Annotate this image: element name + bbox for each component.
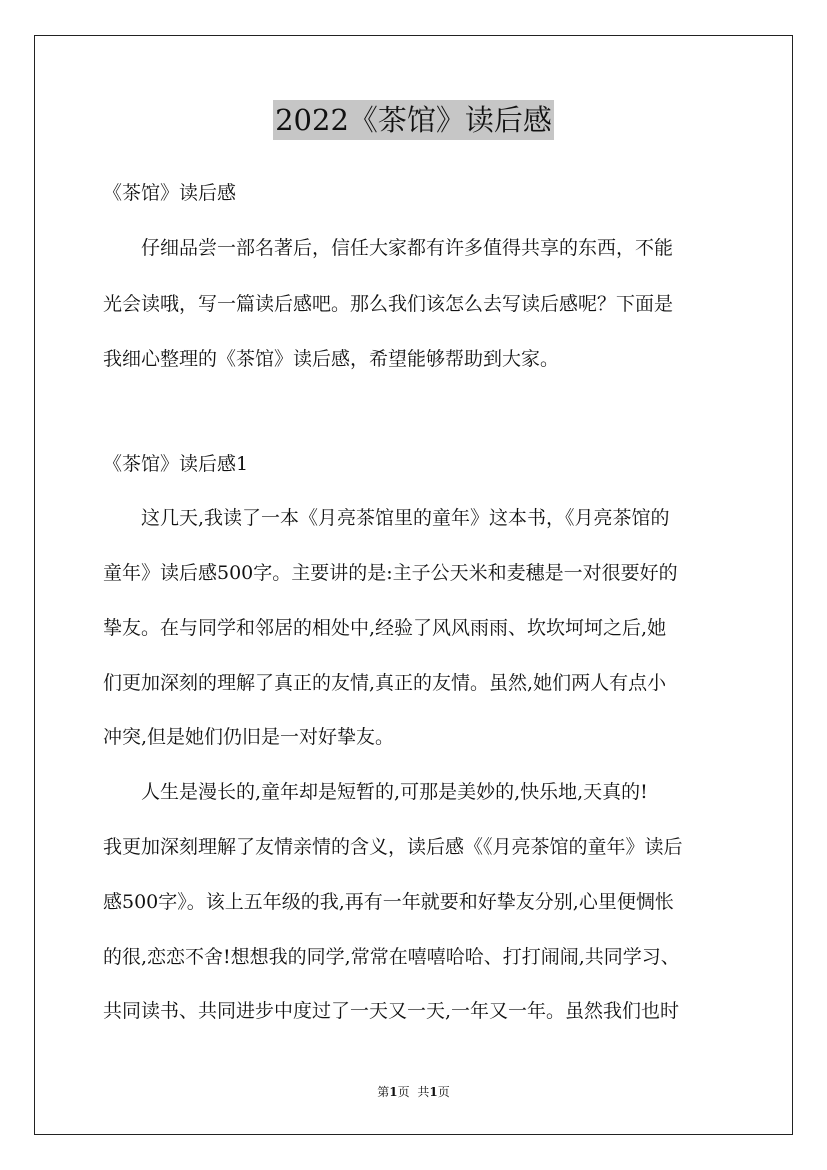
paragraph-line: 光会读哦，写一篇读后感吧。那么我们该怎么去写读后感呢？下面是 <box>103 293 674 315</box>
paragraph-line: 们更加深刻的理解了真正的友情,真正的友情。虽然,她们两人有点小 <box>103 672 667 694</box>
page-number: 1 <box>389 1085 398 1099</box>
paragraph-line: 我细心整理的《茶馆》读后感，希望能够帮助到大家。 <box>103 348 560 370</box>
page-label-prefix: 第 <box>377 1085 390 1099</box>
paragraph-line: 我更加深刻理解了友情亲情的含义，读后感《《月亮茶馆的童年》读后 <box>103 836 683 858</box>
paragraph-line: 感500字》。该上五年级的我,再有一年就要和好挚友分别,心里便惆怅 <box>103 891 674 913</box>
page-footer <box>0 1083 827 1101</box>
total-label-prefix: 共 <box>417 1085 430 1099</box>
total-pages: 1 <box>429 1085 438 1099</box>
paragraph-line: 人生是漫长的,童年却是短暂的,可那是美妙的,快乐地,天真的! <box>141 781 648 803</box>
paragraph-line: 的很,恋恋不舍!想想我的同学,常常在嘻嘻哈哈、打打闹闹,共同学习、 <box>103 946 680 968</box>
section-heading: 《茶馆》读后感 <box>103 182 237 204</box>
document-title: 2022《茶馆》读后感 <box>273 100 554 140</box>
paragraph-line: 冲突,但是她们仍旧是一对好挚友。 <box>103 726 395 748</box>
paragraph-line: 挚友。在与同学和邻居的相处中,经验了风风雨雨、坎坎坷坷之后,她 <box>103 617 667 639</box>
page-label-suffix: 页 <box>397 1085 410 1099</box>
paragraph-line: 这几天,我读了一本《月亮茶馆里的童年》这本书，《月亮茶馆的 <box>141 507 670 529</box>
total-label-suffix: 页 <box>437 1085 450 1099</box>
paragraph-line: 童年》读后感500字。主要讲的是:主子公天米和麦穗是一对很要好的 <box>103 562 678 584</box>
title-container <box>0 100 827 140</box>
paragraph-line: 共同读书、共同进步中度过了一天又一天,一年又一年。虽然我们也时 <box>103 1000 680 1022</box>
section-heading: 《茶馆》读后感1 <box>103 453 249 475</box>
paragraph-line: 仔细品尝一部名著后，信任大家都有许多值得共享的东西，不能 <box>141 237 674 259</box>
